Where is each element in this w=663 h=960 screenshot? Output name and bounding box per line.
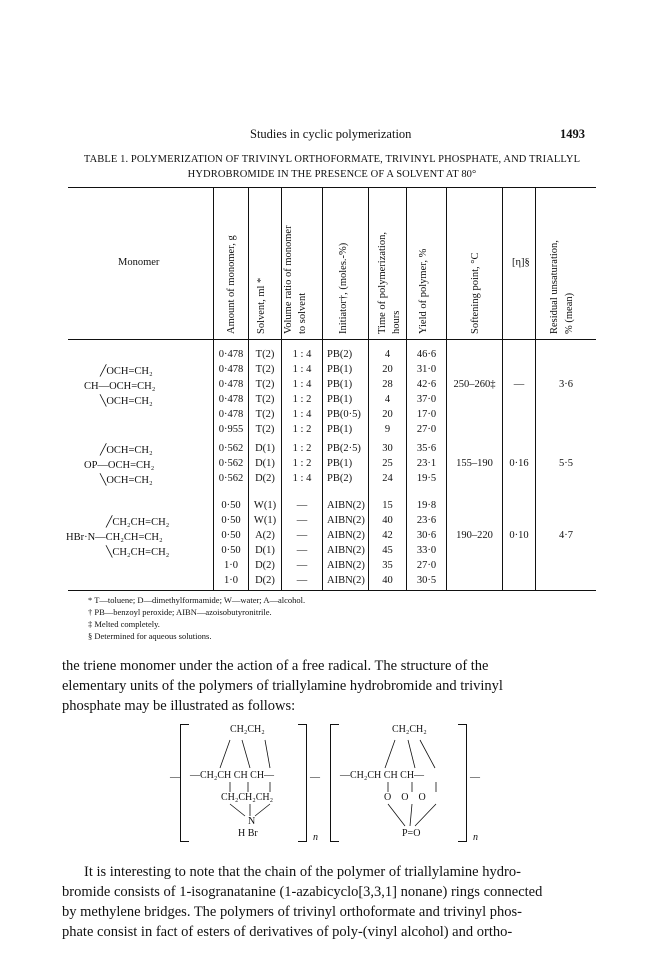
cell-yield: 42·6 (416, 379, 437, 390)
footnote-melted: ‡ Melted completely. (88, 619, 160, 629)
formula-right-oxygens: O O O (384, 792, 426, 803)
cell-ratio: — (296, 560, 308, 571)
formula-left-bonds (190, 724, 300, 834)
monomer-formula-line: ╲OCH=CH₂ (100, 475, 153, 486)
table-caption-line1: TABLE 1. POLYMERIZATION OF TRIVINYL ORTHOFORMATE, TRIVINYL PHOSPHATE, AND TRIALLYL (83, 154, 581, 165)
cell-time: 40 (382, 515, 393, 526)
cell-initiator: AIBN(2) (327, 515, 365, 526)
cell-yield: 30·5 (416, 575, 437, 586)
formula-left-mid: CH₂CH₂CH₂ (221, 792, 274, 803)
cell-solvent: T(2) (255, 379, 275, 390)
paragraph-line: by methylene bridges. The polymers of trivinyl orthoformate and trivinyl phos- (62, 904, 523, 920)
cell-amount: 0·50 (221, 500, 241, 511)
cell-initiator: AIBN(2) (327, 500, 365, 511)
formula-bracket-left-open (180, 724, 189, 842)
cell-ratio: 1 : 2 (292, 394, 312, 405)
cell-yield: 35·6 (416, 443, 437, 454)
cell-amount: 0·562 (218, 443, 244, 454)
monomer-formula-line: ╱OCH=CH₂ (100, 445, 153, 456)
cell-ratio: — (296, 515, 308, 526)
cell-ratio: — (296, 575, 308, 586)
cell-ratio: 1 : 4 (292, 473, 312, 484)
cell-ratio: — (296, 545, 308, 556)
cell-viscosity: 0·16 (509, 458, 529, 469)
cell-viscosity: 0·10 (509, 530, 529, 541)
cell-residual: 3·6 (559, 379, 573, 390)
footnote-aqueous: § Determined for aqueous solutions. (88, 631, 212, 641)
cell-ratio: — (296, 500, 308, 511)
monomer-formula-line: ╱CH₂CH=CH₂ (106, 517, 170, 528)
cell-solvent: D(1) (255, 443, 275, 454)
header-initiator: Initiator†, (moles.-%) (338, 242, 349, 334)
paragraph-line: elementary units of the polymers of triallylamine hydrobromide and trivinyl (62, 678, 503, 694)
cell-amount: 0·478 (218, 409, 244, 420)
cell-time: 40 (382, 575, 393, 586)
cell-solvent: W(1) (253, 515, 277, 526)
cell-time: 42 (382, 530, 393, 541)
table-header-rule (68, 339, 596, 340)
formula-left-hbr: H Br (238, 828, 258, 839)
running-title: Studies in cyclic polymerization (250, 127, 412, 141)
cell-yield: 30·6 (416, 530, 437, 541)
cell-yield: 19·5 (416, 473, 437, 484)
formula-right-subscript: n (473, 832, 478, 843)
cell-ratio: 1 : 2 (292, 424, 312, 435)
cell-ratio: 1 : 4 (292, 349, 312, 360)
header-softening: Softening point, °C (470, 252, 481, 334)
cell-amount: 0·478 (218, 364, 244, 375)
cell-amount: 0·478 (218, 349, 244, 360)
cell-yield: 37·0 (416, 394, 437, 405)
cell-viscosity: — (513, 379, 525, 390)
monomer-formula-line: ╲CH₂CH=CH₂ (106, 547, 170, 558)
cell-time: 4 (384, 394, 391, 405)
monomer-formula-line: ╱OCH=CH₂ (100, 366, 153, 377)
paragraph-line: phosphate may be illustrated as follows: (62, 698, 296, 714)
cell-time: 45 (382, 545, 393, 556)
cell-ratio: 1 : 4 (292, 379, 312, 390)
cell-initiator: PB(2) (327, 349, 353, 360)
cell-ratio: 1 : 4 (292, 409, 312, 420)
cell-time: 25 (382, 458, 393, 469)
cell-time: 30 (382, 443, 393, 454)
cell-initiator: PB(1) (327, 364, 353, 375)
cell-residual: 4·7 (559, 530, 573, 541)
cell-time: 28 (382, 379, 393, 390)
cell-ratio: 1 : 2 (292, 458, 312, 469)
cell-initiator: PB(1) (327, 458, 353, 469)
footnote-initiators: † PB—benzoyl peroxide; AIBN—azoisobutyronitrile. (88, 607, 272, 617)
header-monomer: Monomer (118, 257, 160, 268)
cell-solvent: T(2) (255, 364, 275, 375)
cell-time: 24 (382, 473, 393, 484)
cell-solvent: W(1) (253, 500, 277, 511)
formula-left-top: CH₂CH₂ (230, 724, 265, 735)
header-solvent: Solvent, ml * (256, 277, 267, 334)
cell-amount: 1·0 (224, 560, 238, 571)
cell-yield: 17·0 (416, 409, 437, 420)
cell-yield: 33·0 (416, 545, 437, 556)
header-ratio-line2: to solvent (297, 292, 308, 334)
monomer-formula-line: OP—OCH=CH₂ (84, 460, 155, 471)
header-time-line2: hours (391, 310, 402, 334)
cell-ratio: 1 : 4 (292, 364, 312, 375)
formula-right-dash: — (470, 772, 480, 783)
cell-time: 20 (382, 364, 393, 375)
cell-softening: 190–220 (456, 530, 493, 541)
formula-bracket-right-open (330, 724, 339, 842)
table-top-rule (68, 187, 596, 188)
cell-yield: 19·8 (416, 500, 437, 511)
formula-right-top: CH₂CH₂ (392, 724, 427, 735)
cell-softening: 250–260‡ (453, 379, 496, 390)
cell-solvent: A(2) (255, 530, 275, 541)
cell-time: 20 (382, 409, 393, 420)
paragraph-line: bromide consists of 1-isogranatanine (1-azabicyclo[3,3,1] nonane) rings connected (62, 884, 543, 900)
cell-initiator: AIBN(2) (327, 530, 365, 541)
formula-right-chain: —CH₂CH CH CH— (340, 770, 425, 781)
header-time-line1: Time of polymerization, (377, 232, 388, 334)
cell-initiator: AIBN(2) (327, 560, 365, 571)
paragraph-line: the triene monomer under the action of a free radical. The structure of the (62, 658, 489, 674)
header-residual-line1: Residual unsaturation, (549, 240, 560, 334)
cell-time: 15 (382, 500, 393, 511)
header-viscosity: [η]§ (512, 257, 530, 268)
page-number: 1493 (560, 127, 585, 141)
cell-solvent: D(2) (255, 575, 275, 586)
cell-residual: 5·5 (559, 458, 573, 469)
cell-solvent: T(2) (255, 424, 275, 435)
formula-left-dash: — (170, 772, 180, 783)
cell-solvent: D(2) (255, 560, 275, 571)
paragraph-line: phate consist in fact of esters of derivatives of poly-(vinyl alcohol) and ortho- (62, 924, 513, 940)
formula-left-n: N (248, 816, 256, 827)
paragraph-line: It is interesting to note that the chain of the polymer of triallylamine hydro- (84, 864, 521, 880)
cell-amount: 0·50 (221, 530, 241, 541)
cell-solvent: D(2) (255, 473, 275, 484)
formula-left-subscript: n (313, 832, 318, 843)
formula-link-dash: — (310, 772, 320, 783)
monomer-formula-line: ╲OCH=CH₂ (100, 396, 153, 407)
cell-amount: 0·955 (218, 424, 244, 435)
cell-yield: 23·6 (416, 515, 437, 526)
cell-solvent: T(2) (255, 394, 275, 405)
cell-amount: 1·0 (224, 575, 238, 586)
cell-ratio: 1 : 2 (292, 443, 312, 454)
cell-yield: 31·0 (416, 364, 437, 375)
cell-solvent: T(2) (255, 349, 275, 360)
cell-initiator: PB(0·5) (327, 409, 361, 420)
header-residual-line2: % (mean) (564, 292, 575, 334)
cell-initiator: AIBN(2) (327, 545, 365, 556)
cell-ratio: — (296, 530, 308, 541)
cell-amount: 0·478 (218, 394, 244, 405)
cell-initiator: AIBN(2) (327, 575, 365, 586)
cell-amount: 0·50 (221, 545, 241, 556)
cell-amount: 0·50 (221, 515, 241, 526)
cell-initiator: PB(1) (327, 424, 353, 435)
cell-yield: 23·1 (416, 458, 437, 469)
monomer-formula-line: CH—OCH=CH₂ (84, 381, 156, 392)
header-amount: Amount of monomer, g (226, 235, 237, 334)
cell-solvent: D(1) (255, 545, 275, 556)
header-yield: Yield of polymer, % (418, 248, 429, 334)
cell-yield: 27·0 (416, 560, 437, 571)
column-divider (322, 187, 323, 590)
cell-initiator: PB(1) (327, 394, 353, 405)
cell-amount: 0·478 (218, 379, 244, 390)
monomer-formula-line: HBr·N—CH₂CH=CH₂ (66, 532, 163, 543)
cell-initiator: PB(2) (327, 473, 353, 484)
formula-right-bonds (340, 724, 460, 834)
cell-solvent: D(1) (255, 458, 275, 469)
footnote-solvents: * T—toluene; D—dimethylformamide; W—water; A—alcohol. (88, 595, 306, 605)
cell-solvent: T(2) (255, 409, 275, 420)
header-ratio-line1: Volume ratio of monomer (283, 225, 294, 334)
cell-softening: 155–190 (456, 458, 493, 469)
cell-yield: 27·0 (416, 424, 437, 435)
cell-time: 35 (382, 560, 393, 571)
cell-initiator: PB(2·5) (327, 443, 361, 454)
table-caption-line2: HYDROBROMIDE IN THE PRESENCE OF A SOLVENT AT 80° (187, 169, 477, 180)
table-bottom-rule (68, 590, 596, 591)
cell-yield: 46·6 (416, 349, 437, 360)
cell-time: 9 (384, 424, 391, 435)
cell-amount: 0·562 (218, 473, 244, 484)
cell-initiator: PB(1) (327, 379, 353, 390)
cell-amount: 0·562 (218, 458, 244, 469)
formula-right-p: P=O (402, 828, 421, 839)
cell-time: 4 (384, 349, 391, 360)
formula-left-chain: —CH₂CH CH CH— (190, 770, 275, 781)
